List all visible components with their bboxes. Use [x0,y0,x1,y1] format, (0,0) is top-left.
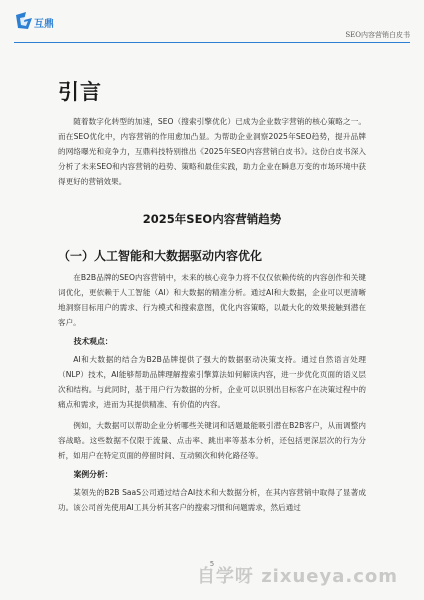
brand-logo [14,8,84,34]
page-number: 5 [209,560,215,568]
case-analysis-label: 案例分析： [73,470,113,479]
tech-viewpoint-label: 技术观点： [73,337,113,346]
page-content [58,76,366,521]
logo-mark-icon [14,11,34,31]
section-title: 2025年SEO内容营销趋势 [142,212,282,226]
header-divider [14,42,410,43]
running-header-title: SEO内容营销白皮书 [345,31,410,39]
body-paragraph-1: 在B2B品牌的SEO内容营销中，未来的核心竞争力将不仅仅依赖传统的内容创作和关键词优化，更依赖于人工智能（AI）和大数据的精准分析。通过AI和大数据，企业可以更清晰地洞察目标用户的需求、行为模式和搜索意图，优化内容策略，以最大化的效果接触到潜在客户。 [58,273,366,327]
intro-paragraph: 随着数字化转型的加速，SEO（搜索引擎优化）已成为企业数字营销的核心策略之一。而在SEO优化中，内容营销的作用愈加凸显。为帮助企业洞察2025年SEO趋势，提升品牌的网络曝光和竞争力，互鼎科技特别推出《2025年SEO内容营销白皮书》。这份白皮书深入分析了未来SEO和内容营销的趋势、策略和最佳实践，助力企业在瞬息万变的市场环境中获得更好的营销效果。 [58,117,366,186]
watermark: 自学呀 zixueya.com [196,566,398,587]
body-paragraph-2: AI和大数据的结合为B2B品牌提供了强大的数据驱动决策支持。通过自然语言处理（NLP）技术，AI能够帮助品牌理解搜索引擎算法如何解读内容，进一步优化页面的语义层次和结构。与此同时，基于用户行为数据的分析，企业可以识别出目标客户在决策过程中的痛点和需求，进而为其提供精准、有价值的内容。 [58,355,366,409]
intro-heading: 引言 [58,80,102,104]
logo-text: 互鼎 [34,19,54,30]
body-paragraph-3: 例如，大数据可以帮助企业分析哪些关键词和话题最能吸引潜在B2B客户，从而调整内容战略。这些数据不仅限于流量、点击率、跳出率等基本分析，还包括更深层次的行为分析，如用户在特定页面的停留时间、互动频次和转化路径等。 [58,421,366,460]
subsection-heading: （一）人工智能和大数据驱动内容优化 [58,249,263,263]
body-paragraph-4: 某领先的B2B SaaS公司通过结合AI技术和大数据分析，在其内容营销中取得了显著成功。该公司首先使用AI工具分析其客户的搜索习惯和问题需求，然后通过 [58,488,366,512]
page-header [14,8,410,38]
